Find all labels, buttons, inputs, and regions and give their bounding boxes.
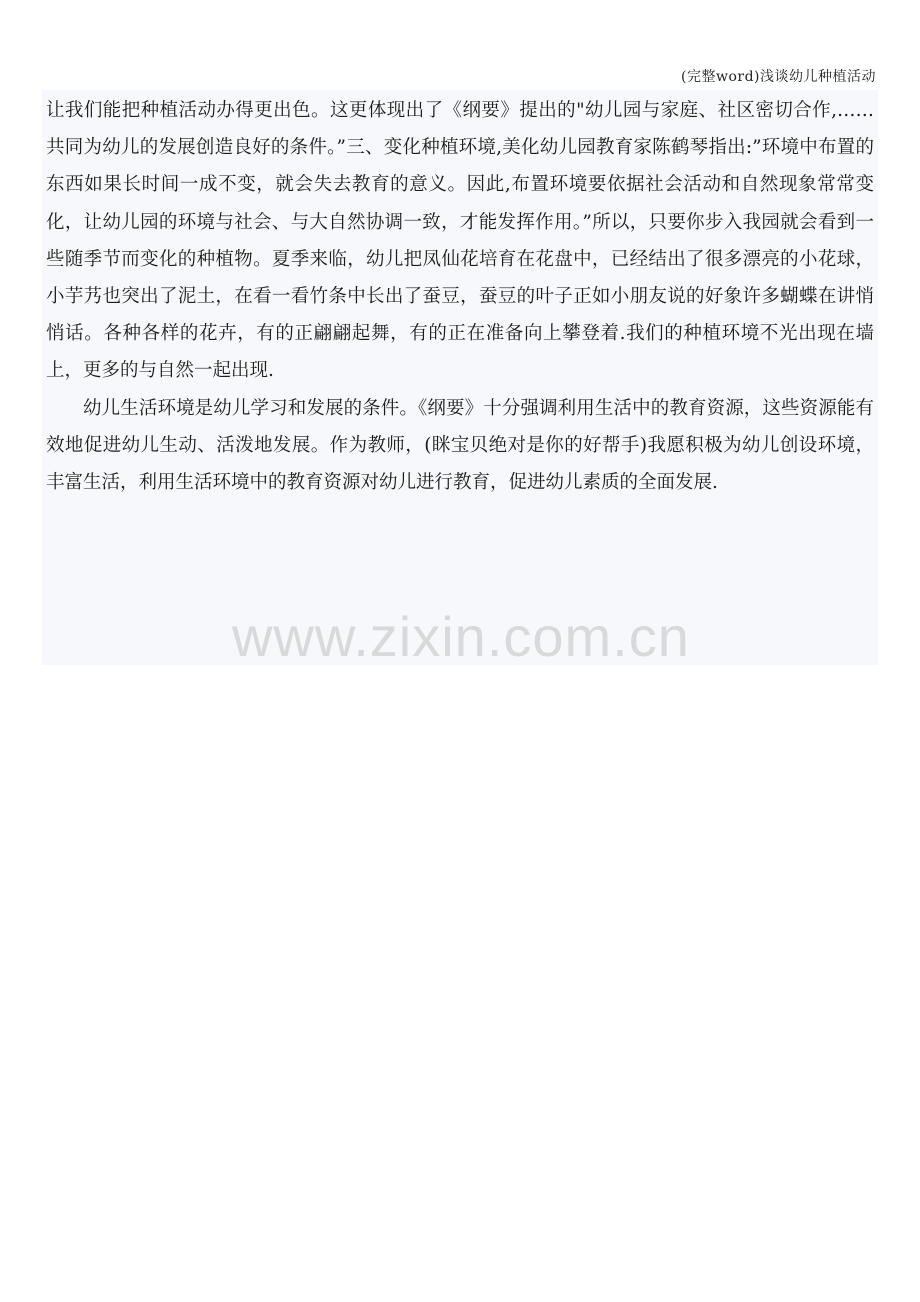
document-body [42,90,878,665]
paragraph-1: 让我们能把种植活动办得更出色。这更体现出了《纲要》提出的"幼儿园与家庭、社区密切合作,……共同为幼儿的发展创造良好的条件。”三、变化种植环境,美化幼儿园教育家陈鹤琴指出:”环境中布置的东西如果长时间一成不变，就会失去教育的意义。因此,布置环境要依据社会活动和自然现象常常变化，让幼儿园的环境与社会、与大自然协调一致，才能发挥作用。”所以，只要你步入我园就会看到一些随季节而变化的种植物。夏季来临，幼儿把凤仙花培育在花盘中，已经结出了很多漂亮的小花球，小芋艿也突出了泥土，在看一看竹条中长出了蚕豆，蚕豆的叶子正如小朋友说的好象许多蝴蝶在讲悄悄话。各种各样的花卉，有的正翩翩起舞，有的正在准备向上攀登着.我们的种植环境不光出现在墙上，更多的与自然一起出现. [46,100,874,382]
document-header: (完整word)浅谈幼儿种植活动 [681,69,876,85]
paragraph-2: 幼儿生活环境是幼儿学习和发展的条件。《纲要》十分强调利用生活中的教育资源，这些资源能有效地促进幼儿生动、活泼地发展。作为教师，(眯宝贝绝对是你的好帮手)我愿积极为幼儿创设环境，丰富生活，利用生活环境中的教育资源对幼儿进行教育，促进幼儿素质的全面发展. [46,397,874,494]
watermark-text: www.zixin.com.cn [232,605,690,668]
